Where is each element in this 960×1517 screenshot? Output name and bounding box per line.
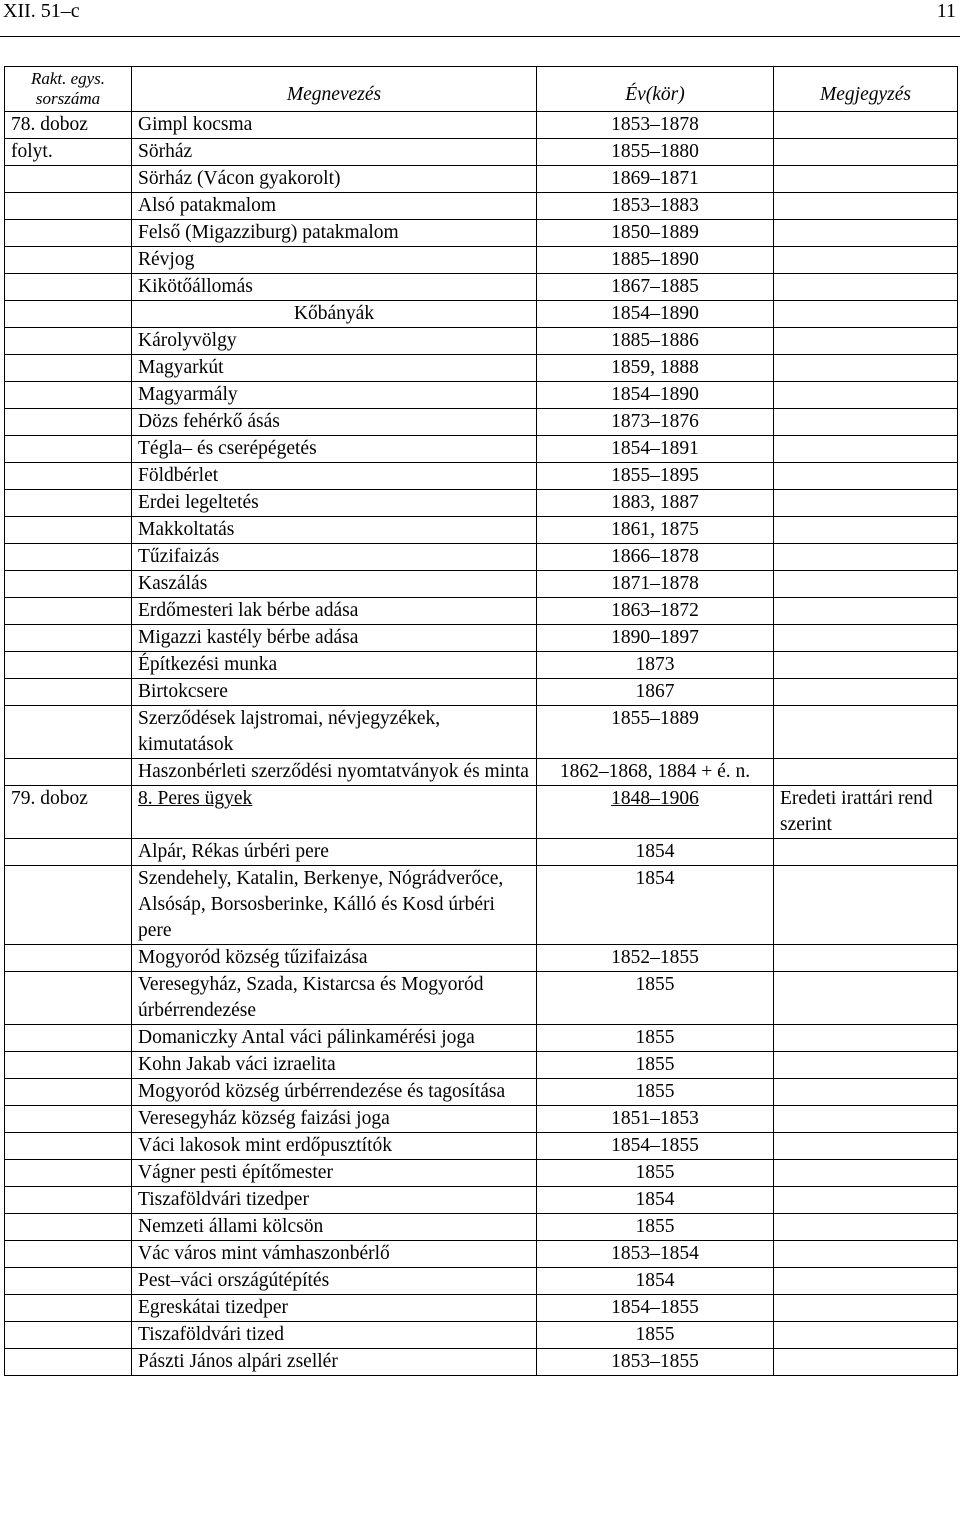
row-number-cell <box>5 328 132 355</box>
row-name-cell: Veresegyház, Szada, Kistarcsa és Mogyoród úrbérrendezése <box>132 972 537 1025</box>
row-number-cell <box>5 220 132 247</box>
row-year-cell: 1885–1890 <box>537 247 774 274</box>
row-number-cell <box>5 1025 132 1052</box>
row-name-cell: Földbérlet <box>132 463 537 490</box>
row-name-cell: Pest–váci országútépítés <box>132 1268 537 1295</box>
row-name-cell: Építkezési munka <box>132 652 537 679</box>
row-name-cell: Tégla– és cserépégetés <box>132 436 537 463</box>
table-row <box>5 220 958 247</box>
row-number-cell <box>5 1160 132 1187</box>
table-row <box>5 839 958 866</box>
row-note-cell <box>774 759 958 786</box>
row-note-cell <box>774 972 958 1025</box>
row-note-cell <box>774 544 958 571</box>
row-year-cell: 1854–1890 <box>537 382 774 409</box>
table-row <box>5 1106 958 1133</box>
row-name-cell: Kaszálás <box>132 571 537 598</box>
row-year-cell: 1885–1886 <box>537 328 774 355</box>
row-name-cell: Szendehely, Katalin, Berkenye, Nógrádverőce, Alsósáp, Borsosberinke, Kálló és Kosd úrbéri pere <box>132 866 537 945</box>
row-year-cell: 1883, 1887 <box>537 490 774 517</box>
column-header-note: Megjegyzés <box>774 67 958 112</box>
row-number-cell: 78. doboz <box>5 112 132 139</box>
row-name-cell: Domaniczky Antal váci pálinkamérési joga <box>132 1025 537 1052</box>
row-note-cell <box>774 1160 958 1187</box>
table-body <box>5 112 958 1376</box>
table-row <box>5 1052 958 1079</box>
table-row <box>5 866 958 945</box>
row-number-cell <box>5 436 132 463</box>
table-row <box>5 679 958 706</box>
table-row <box>5 328 958 355</box>
row-year-cell: 1855 <box>537 1079 774 1106</box>
row-year-cell: 1871–1878 <box>537 571 774 598</box>
row-name-cell: Magyarkút <box>132 355 537 382</box>
row-year-cell: 1851–1853 <box>537 1106 774 1133</box>
table-row <box>5 1322 958 1349</box>
row-number-cell <box>5 625 132 652</box>
row-number-cell: folyt. <box>5 139 132 166</box>
row-year-cell: 1866–1878 <box>537 544 774 571</box>
row-number-cell <box>5 1187 132 1214</box>
row-note-cell <box>774 409 958 436</box>
row-note-cell <box>774 112 958 139</box>
table-row <box>5 139 958 166</box>
row-year-cell: 1867–1885 <box>537 274 774 301</box>
row-note-cell <box>774 1133 958 1160</box>
row-note-cell <box>774 1241 958 1268</box>
row-year-cell: 1854 <box>537 866 774 945</box>
row-number-cell <box>5 679 132 706</box>
row-name-cell: Szerződések lajstromai, névjegyzékek, kimutatások <box>132 706 537 759</box>
row-year-cell: 1855 <box>537 1322 774 1349</box>
row-number-cell <box>5 652 132 679</box>
row-name-cell: Gimpl kocsma <box>132 112 537 139</box>
row-number-cell <box>5 463 132 490</box>
table-row <box>5 247 958 274</box>
row-number-cell <box>5 382 132 409</box>
table-row <box>5 274 958 301</box>
row-note-cell <box>774 193 958 220</box>
row-name-cell: Haszonbérleti szerződési nyomtatványok és minta <box>132 759 537 786</box>
page-number: 11 <box>936 0 956 22</box>
row-year-cell: 1863–1872 <box>537 598 774 625</box>
table-row <box>5 1160 958 1187</box>
row-number-cell <box>5 1052 132 1079</box>
row-note-cell <box>774 220 958 247</box>
table-row <box>5 301 958 328</box>
row-number-cell <box>5 972 132 1025</box>
row-name-cell: Vác város mint vámhaszonbérlő <box>132 1241 537 1268</box>
row-year-cell: 1854–1855 <box>537 1295 774 1322</box>
row-name-cell: Mogyoród község úrbérrendezése és tagosítása <box>132 1079 537 1106</box>
row-note-cell <box>774 945 958 972</box>
row-year-cell: 1862–1868, 1884 + é. n. <box>537 759 774 786</box>
row-note-cell <box>774 679 958 706</box>
row-number-cell <box>5 866 132 945</box>
row-year-cell: 1852–1855 <box>537 945 774 972</box>
row-name-cell: Pászti János alpári zsellér <box>132 1349 537 1376</box>
row-year-cell: 1853–1883 <box>537 193 774 220</box>
row-number-cell <box>5 490 132 517</box>
table-row <box>5 706 958 759</box>
table-row <box>5 1187 958 1214</box>
row-name-cell: Károlyvölgy <box>132 328 537 355</box>
row-year-cell: 1854–1890 <box>537 301 774 328</box>
row-year-cell: 1855 <box>537 1052 774 1079</box>
column-header-year: Év(kör) <box>537 67 774 112</box>
row-name-cell: Kőbányák <box>132 301 537 328</box>
row-name-cell: Makkoltatás <box>132 517 537 544</box>
table-row <box>5 786 958 839</box>
table-row <box>5 193 958 220</box>
row-note-cell <box>774 328 958 355</box>
row-number-cell <box>5 355 132 382</box>
row-name-cell: Kikötőállomás <box>132 274 537 301</box>
row-year-cell: 1890–1897 <box>537 625 774 652</box>
row-year-cell: 1854 <box>537 839 774 866</box>
row-note-cell <box>774 436 958 463</box>
table-row <box>5 463 958 490</box>
table-row <box>5 759 958 786</box>
row-note-cell <box>774 652 958 679</box>
header-rule <box>0 36 960 37</box>
row-year-cell: 1855–1880 <box>537 139 774 166</box>
row-note-cell <box>774 706 958 759</box>
row-year-cell: 1869–1871 <box>537 166 774 193</box>
table-row <box>5 1133 958 1160</box>
row-year-cell: 1873–1876 <box>537 409 774 436</box>
table-row <box>5 490 958 517</box>
row-note-cell <box>774 490 958 517</box>
row-year-cell: 1850–1889 <box>537 220 774 247</box>
row-name-cell: Mogyoród község tűzifaizása <box>132 945 537 972</box>
row-note-cell <box>774 625 958 652</box>
row-number-cell <box>5 1106 132 1133</box>
inventory-table <box>4 66 958 1376</box>
row-note-cell <box>774 598 958 625</box>
table-row <box>5 625 958 652</box>
row-number-cell <box>5 706 132 759</box>
row-name-cell: Magyarmály <box>132 382 537 409</box>
row-note-cell <box>774 1052 958 1079</box>
table-row <box>5 598 958 625</box>
row-name-cell: Váci lakosok mint erdőpusztítók <box>132 1133 537 1160</box>
table-row <box>5 652 958 679</box>
row-note-cell <box>774 1079 958 1106</box>
row-name-cell: Tiszaföldvári tizedper <box>132 1187 537 1214</box>
row-number-cell <box>5 247 132 274</box>
table-row <box>5 112 958 139</box>
row-number-cell <box>5 544 132 571</box>
row-name-cell: Dözs fehérkő ásás <box>132 409 537 436</box>
row-name-cell: Felső (Migazziburg) patakmalom <box>132 220 537 247</box>
row-name-cell: Vágner pesti építőmester <box>132 1160 537 1187</box>
row-year-cell: 1855–1895 <box>537 463 774 490</box>
row-note-cell <box>774 1025 958 1052</box>
series-number: XII. 51–c <box>3 0 80 22</box>
table-row <box>5 544 958 571</box>
column-header-number: Rakt. egys. sorszáma <box>5 67 132 112</box>
row-note-cell <box>774 517 958 544</box>
row-number-cell <box>5 193 132 220</box>
row-year-cell: 1855 <box>537 972 774 1025</box>
row-number-cell <box>5 1322 132 1349</box>
row-year-cell: 1855 <box>537 1025 774 1052</box>
row-year-cell: 1854–1891 <box>537 436 774 463</box>
row-number-cell <box>5 301 132 328</box>
row-number-cell <box>5 274 132 301</box>
row-note-cell <box>774 355 958 382</box>
row-name-cell: Sörház (Vácon gyakorolt) <box>132 166 537 193</box>
row-number-cell <box>5 409 132 436</box>
row-year-cell: 1855 <box>537 1214 774 1241</box>
row-name-cell: Veresegyház község faizási joga <box>132 1106 537 1133</box>
row-note-cell <box>774 166 958 193</box>
row-year-cell: 1861, 1875 <box>537 517 774 544</box>
row-name-cell: Migazzi kastély bérbe adása <box>132 625 537 652</box>
row-year-cell: 1855–1889 <box>537 706 774 759</box>
row-note-cell <box>774 1187 958 1214</box>
row-number-cell <box>5 598 132 625</box>
row-note-cell <box>774 274 958 301</box>
row-number-cell <box>5 1079 132 1106</box>
row-year-cell: 1853–1855 <box>537 1349 774 1376</box>
row-name-cell: Tiszaföldvári tized <box>132 1322 537 1349</box>
row-note-cell <box>774 866 958 945</box>
row-name-cell: Alpár, Rékas úrbéri pere <box>132 839 537 866</box>
table-row <box>5 1214 958 1241</box>
row-year-cell: 1854–1855 <box>537 1133 774 1160</box>
table-row <box>5 166 958 193</box>
table-row <box>5 1295 958 1322</box>
row-name-cell: Sörház <box>132 139 537 166</box>
row-number-cell <box>5 517 132 544</box>
row-name-cell: Erdei legeltetés <box>132 490 537 517</box>
row-number-cell <box>5 571 132 598</box>
row-name-cell: Nemzeti állami kölcsön <box>132 1214 537 1241</box>
row-year-cell: 1853–1878 <box>537 112 774 139</box>
row-number-cell <box>5 1133 132 1160</box>
row-number-cell <box>5 1349 132 1376</box>
row-year-cell: 1867 <box>537 679 774 706</box>
row-note-cell <box>774 247 958 274</box>
row-year-cell: 1848–1906 <box>537 786 774 839</box>
row-number-cell <box>5 1295 132 1322</box>
table-row <box>5 436 958 463</box>
row-year-cell: 1853–1854 <box>537 1241 774 1268</box>
table-row <box>5 517 958 544</box>
table-row <box>5 945 958 972</box>
table-header-row <box>5 67 958 112</box>
row-name-cell: Tűzifaizás <box>132 544 537 571</box>
row-year-cell: 1873 <box>537 652 774 679</box>
row-number-cell <box>5 759 132 786</box>
row-number-cell <box>5 839 132 866</box>
row-name-cell: Alsó patakmalom <box>132 193 537 220</box>
row-year-cell: 1854 <box>537 1268 774 1295</box>
row-note-cell <box>774 1268 958 1295</box>
table-row <box>5 382 958 409</box>
row-year-cell: 1855 <box>537 1160 774 1187</box>
row-name-cell: Révjog <box>132 247 537 274</box>
row-note-cell <box>774 1349 958 1376</box>
row-number-cell <box>5 1241 132 1268</box>
table-row <box>5 1241 958 1268</box>
row-note-cell <box>774 382 958 409</box>
row-note-cell <box>774 139 958 166</box>
table-row <box>5 1268 958 1295</box>
row-note-cell <box>774 839 958 866</box>
table-row <box>5 355 958 382</box>
row-note-cell: Eredeti irattári rend szerint <box>774 786 958 839</box>
row-year-cell: 1854 <box>537 1187 774 1214</box>
table-row <box>5 1079 958 1106</box>
column-header-name: Megnevezés <box>132 67 537 112</box>
row-note-cell <box>774 1106 958 1133</box>
row-name-cell: Egreskátai tizedper <box>132 1295 537 1322</box>
row-name-cell: Erdőmesteri lak bérbe adása <box>132 598 537 625</box>
table-row <box>5 571 958 598</box>
row-year-cell: 1859, 1888 <box>537 355 774 382</box>
table-row <box>5 972 958 1025</box>
row-number-cell <box>5 945 132 972</box>
row-number-cell: 79. doboz <box>5 786 132 839</box>
row-number-cell <box>5 1268 132 1295</box>
row-note-cell <box>774 571 958 598</box>
row-note-cell <box>774 1322 958 1349</box>
row-number-cell <box>5 1214 132 1241</box>
table-row <box>5 1349 958 1376</box>
row-note-cell <box>774 1214 958 1241</box>
row-name-cell: Kohn Jakab váci izraelita <box>132 1052 537 1079</box>
row-note-cell <box>774 301 958 328</box>
row-name-cell: Birtokcsere <box>132 679 537 706</box>
row-number-cell <box>5 166 132 193</box>
table-row <box>5 1025 958 1052</box>
table-row <box>5 409 958 436</box>
row-note-cell <box>774 1295 958 1322</box>
page-header <box>0 0 960 26</box>
row-note-cell <box>774 463 958 490</box>
row-name-cell: 8. Peres ügyek <box>132 786 537 839</box>
